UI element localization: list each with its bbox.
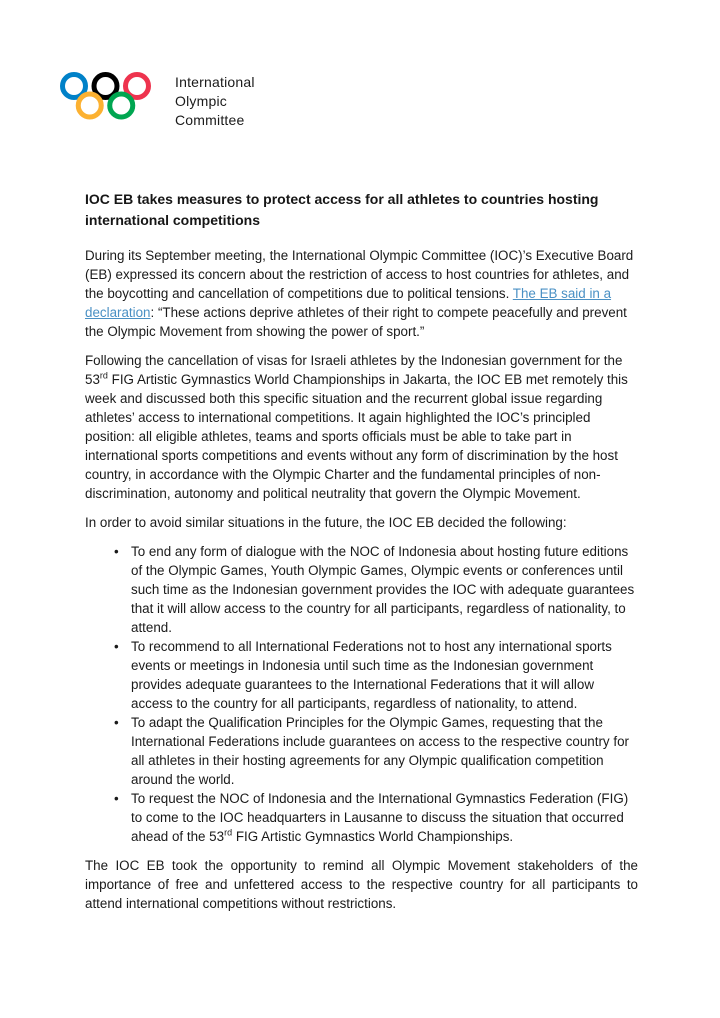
paragraph-intro	[85, 246, 638, 341]
decision-list	[85, 542, 638, 846]
decision-item-text: To request the NOC of Indonesia and the International Gymnastics Federation (FIG) to come to the IOC headquarters in Lausanne to discuss the situation that occurred ahead of the 53	[131, 791, 629, 844]
page-title: IOC EB takes measures to protect access for all athletes to countries hosting international competitions	[85, 191, 599, 228]
ring-green	[110, 94, 133, 117]
ordinal-superscript: rd	[99, 370, 108, 381]
document-body	[85, 189, 638, 913]
decision-item-4	[131, 789, 638, 846]
intro-text-after-link: : “These actions deprive athletes of their right to compete peacefully and prevent the Olympic Movement from showing the power of sport.”	[85, 305, 627, 339]
background-text: Following the cancellation of visas for Israeli athletes by the Indonesian government for the 53	[85, 353, 623, 387]
paragraph-background	[85, 351, 638, 503]
paragraph-closing: The IOC EB took the opportunity to remind all Olympic Movement stakeholders of the importance of free and unfettered access to the respective country for all participants to attend international competitions without restrictions.	[85, 858, 638, 911]
org-name-line-1: International	[175, 74, 255, 90]
decision-item-2	[131, 637, 638, 713]
decision-item-text: To recommend to all International Federations not to host any international sports events or meetings in Indonesia until such time as the Indonesian government provides adequate guarantees to the International Federations that it will allow access to the country for all participants, regardless of nationality, to attend.	[131, 639, 612, 711]
ordinal-superscript: rd	[224, 827, 233, 838]
decision-item-text: To end any form of dialogue with the NOC of Indonesia about hosting future editions of the Olympic Games, Youth Olympic Games, Olympic events or conferences until such time as the Indonesian government provides the IOC with adequate guarantees that it will allow access to the country for all participants, regardless of nationality, to attend.	[131, 544, 635, 635]
intro-text-before-link: During its September meeting, the International Olympic Committee (IOC)’s Executive Board (EB) expressed its concern about the restriction of access to host countries for athletes, and the boycotting and cancellation of competitions due to political tensions.	[85, 248, 634, 301]
ioc-logo	[60, 72, 255, 130]
decision-item-text-continued: FIG Artistic Gymnastics World Championships.	[232, 829, 514, 844]
org-name-line-3: Committee	[175, 112, 245, 128]
decision-item-3	[131, 713, 638, 789]
org-name	[175, 73, 255, 130]
olympic-rings-icon	[60, 72, 151, 120]
org-name-line-2: Olympic	[175, 93, 227, 109]
background-text-continued: FIG Artistic Gymnastics World Championships in Jakarta, the IOC EB met remotely this week and discussed both this specific situation and the recurrent global issue regarding athletes’ access to international competitions. It again highlighted the IOC’s principled position: all eligible athletes, teams and sports officials must be able to take part in international sports competitions and events without any form of discrimination by the host country, in accordance with the Olympic Charter and the fundamental principles of non-discrimination, autonomy and political neutrality that govern the Olympic Movement.	[85, 372, 628, 501]
ring-yellow	[78, 94, 101, 117]
declaration-link[interactable]: The EB said in a declaration	[85, 286, 612, 320]
paragraph-decision-intro: In order to avoid similar situations in the future, the IOC EB decided the following:	[85, 515, 567, 530]
decision-item-1	[131, 542, 638, 637]
decision-item-text: To adapt the Qualification Principles for the Olympic Games, requesting that the International Federations include guarantees on access to the respective country for all athletes in their hosting agreements for any Olympic qualification competition around the world.	[131, 715, 629, 787]
